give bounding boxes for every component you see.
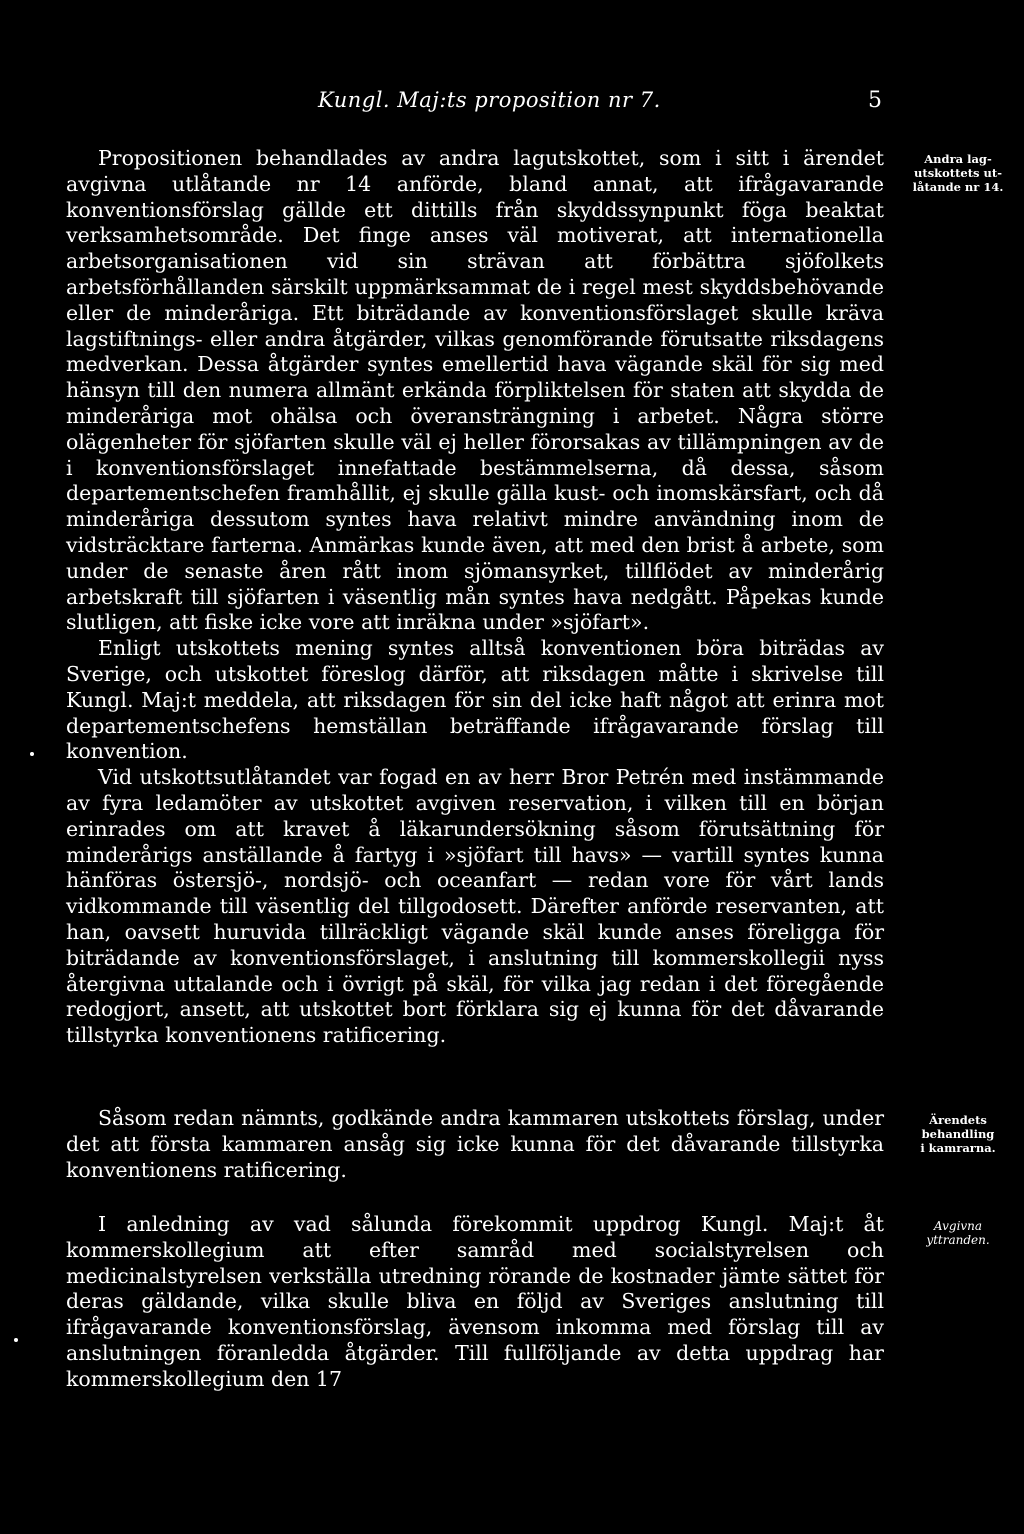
main-text-section-3: [66, 1212, 884, 1393]
margin-note-line: yttranden.: [926, 1233, 990, 1247]
running-title: Kungl. Maj:ts proposition nr 7.: [318, 88, 661, 112]
margin-note-line: Avgivna: [933, 1219, 983, 1233]
margin-note-chambers: [896, 1113, 1020, 1155]
scan-speck: [14, 1338, 18, 1342]
scan-speck: [30, 752, 34, 756]
paragraph: Vid utskottsutlåtandet var fogad en av herr Bror Petrén med instämmande av fyra ledamöter av utskottet avgiven reservation, i vilken till en början erinrades om att kravet å läkarundersökning såsom förutsättning för minderårigs anställande å fartyg i »sjöfart till havs» — vartill syntes kunna hänföras östersjö-, nordsjö- och oceanfart — redan vore för vårt lands vidkommande till väsentlig del tillgodosett. Därefter anförde reservanten, att han, oavsett huruvida tillräckligt vägande skäl kunde anses föreligga för biträdande av konventionsförslaget, i anslutning till kommerskollegii nyss återgivna uttalande och i övrigt på skäl, för vilka jag redan i det föregående redogjort, ansett, att utskottet bort förklara sig ej kunna för det dåvarande tillstyrka konventionens ratificering.: [66, 765, 884, 1048]
margin-note-statements: [896, 1219, 1020, 1247]
margin-note-line: i kamrarna.: [920, 1141, 996, 1155]
main-text-section-2: [66, 1106, 884, 1183]
margin-note-line: Andra lag-: [924, 152, 992, 166]
margin-note-line: Ärendets: [929, 1113, 987, 1127]
page-number: 5: [868, 88, 882, 113]
margin-note-committee: [896, 152, 1020, 194]
paragraph: I anledning av vad sålunda förekommit uppdrog Kungl. Maj:t åt kommerskollegium att efter samråd med socialstyrelsen och medicinalstyrelsen verkställa utredning rörande de kostnader jämte sättet för deras gäldande, vilka skulle bliva en följd av Sveriges anslutning till ifrågavarande konventionsförslag, ävensom inkomma med förslag till av anslutningen föranledda åtgärder. Till fullföljande av detta uppdrag har kommerskollegium den 17: [66, 1212, 884, 1391]
paragraph: Propositionen behandlades av andra lagutskottet, som i sitt i ärendet avgivna utlåtande nr 14 anförde, bland annat, att ifrågavarande konventionsförslag gällde ett dittills från skyddssynpunkt föga beaktat verksamhetsområde. Det finge anses väl motiverat, att internationella arbetsorganisationen vid sin strävan att förbättra sjöfolkets arbetsförhållanden särskilt uppmärksammat de i regel mest skyddsbehövande eller de minderåriga. Ett biträdande av konventionsförslaget skulle kräva lagstiftnings- eller andra åtgärder, vilkas genomförande förutsatte riksdagens medverkan. Dessa åtgärder syntes emellertid hava vägande skäl för sig med hänsyn till den numera allmänt erkända förpliktelsen för staten att skydda de minderåriga mot ohälsa och överansträngning i arbetet. Några större olägenheter för sjöfarten skulle väl ej heller förorsakas av tillämpningen av de i konventionsförslaget innefattade bestämmelserna, då dessa, såsom departementschefen framhållit, ej skulle gälla kust- och inomskärsfart, och då minderåriga dessutom syntes hava relativt mindre användning inom de vidsträcktare farterna. Anmärkas kunde även, att med den brist å arbete, som under de senaste åren rått inom sjömansyrket, tillflödet av minderårig arbetskraft till sjöfarten i väsentlig mån syntes hava nedgått. Påpekas kunde slutligen, att fiske icke vore att inräkna under »sjöfart».: [66, 146, 884, 635]
paragraph: Såsom redan nämnts, godkände andra kammaren utskottets förslag, under det att första kammaren ansåg sig icke kunna för det dåvarande tillstyrka konventionens ratificering.: [66, 1106, 884, 1182]
margin-note-line: behandling: [921, 1127, 995, 1141]
main-text-section-1: [66, 146, 884, 1049]
margin-note-line: låtande nr 14.: [912, 180, 1004, 194]
page-header: [0, 88, 1024, 118]
margin-note-line: utskottets ut-: [914, 166, 1002, 180]
paragraph: Enligt utskottets mening syntes alltså konventionen böra biträdas av Sverige, och utskottet föreslog därför, att riksdagen måtte i skrivelse till Kungl. Maj:t meddela, att riksdagen för sin del icke haft något att erinra mot departementschefens hemställan beträffande ifrågavarande förslag till konvention.: [66, 636, 884, 764]
